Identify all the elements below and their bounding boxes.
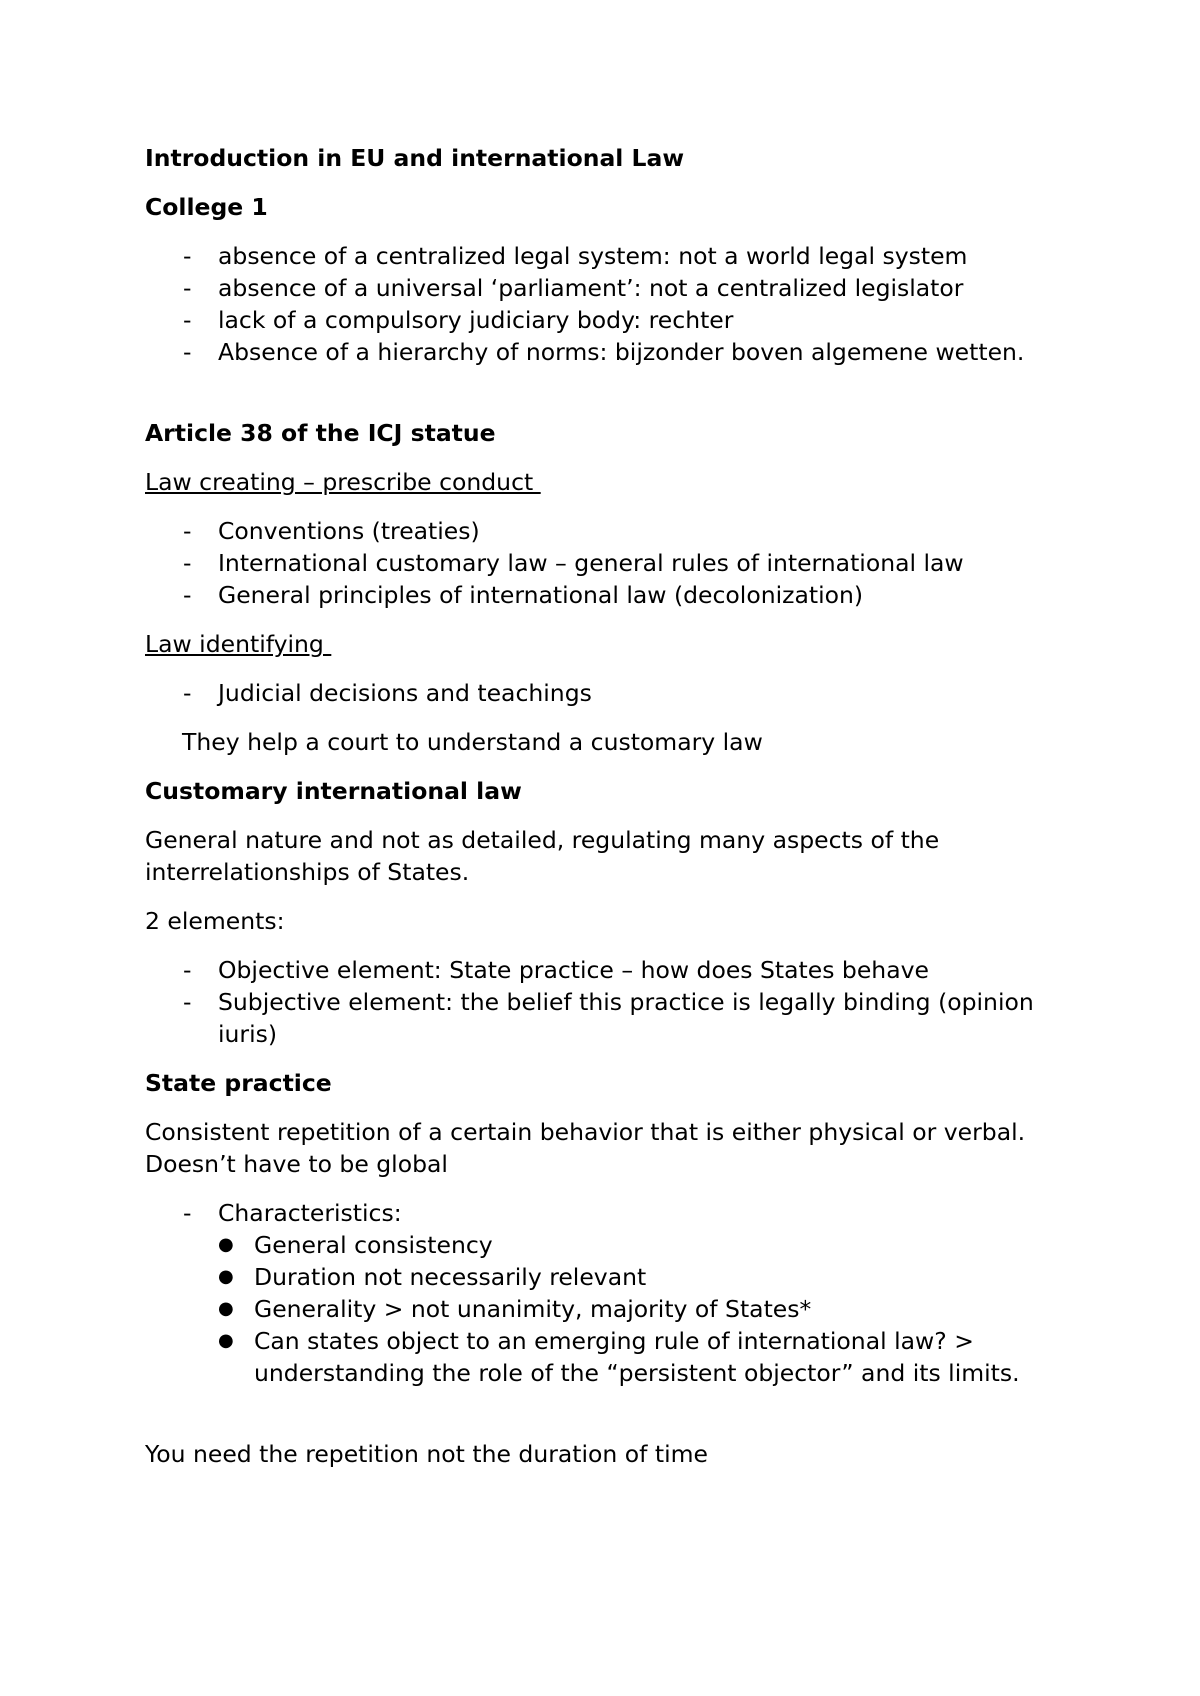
state-practice-heading: State practice: [145, 1069, 332, 1097]
law-identifying-label: Law identifying: [145, 630, 332, 658]
college-heading: College 1: [145, 193, 268, 221]
dash-marker: -: [183, 242, 192, 270]
dash-marker: -: [183, 306, 192, 334]
list-item: - Judicial decisions and teachings: [183, 679, 592, 707]
bullet-marker: ●: [218, 1234, 234, 1255]
spacer: [145, 385, 1085, 417]
list-item: - Absence of a hierarchy of norms: bijzonder boven algemene wetten.: [183, 338, 1025, 366]
document-title: Introduction in EU and international Law: [145, 144, 685, 172]
customary-heading: Customary international law: [145, 777, 522, 805]
dash-marker: -: [183, 956, 192, 984]
law-creating-list: [145, 515, 1085, 611]
bullet-marker: ●: [218, 1330, 234, 1351]
bullet-marker: ●: [218, 1298, 234, 1319]
list-item: ● General consistency: [218, 1231, 493, 1259]
characteristics-label: Characteristics:: [218, 1199, 402, 1227]
list-item: ● Duration not necessarily relevant: [218, 1263, 647, 1291]
dash-marker: -: [183, 581, 192, 609]
bullet-marker: ●: [218, 1266, 234, 1287]
dash-marker: -: [183, 549, 192, 577]
list-item: - Subjective element: the belief this practice is legally binding (opinion iuris): [183, 988, 1034, 1048]
list-item: - lack of a compulsory judiciary body: rechter: [183, 306, 734, 334]
list-item: - absence of a universal ‘parliament’: not a centralized legislator: [183, 274, 964, 302]
elements-list: [145, 954, 1085, 1050]
list-item: - International customary law – general rules of international law: [183, 549, 964, 577]
closing-text: You need the repetition not the duration of time: [145, 1440, 708, 1468]
dash-marker: -: [183, 517, 192, 545]
customary-text: General nature and not as detailed, regulating many aspects of the interrelationships of States.: [145, 826, 940, 886]
characteristics-sublist: [218, 1229, 1085, 1389]
dash-marker: -: [183, 679, 192, 707]
list-item: ● Generality > not unanimity, majority of States*: [218, 1295, 812, 1323]
law-identifying-list: [145, 677, 1085, 709]
dash-marker: -: [183, 988, 192, 1016]
article38-note: They help a court to understand a customary law: [182, 728, 763, 756]
state-practice-text: Consistent repetition of a certain behavior that is either physical or verbal. Doesn’t have to be global: [145, 1118, 1026, 1178]
spacer: [145, 1406, 1085, 1438]
dash-marker: -: [183, 274, 192, 302]
list-item: - Objective element: State practice – how does States behave: [183, 956, 929, 984]
list-item: [145, 1197, 1085, 1389]
dash-marker: -: [183, 1199, 192, 1227]
list-item: - General principles of international law (decolonization): [183, 581, 864, 609]
list-item: ● Can states object to an emerging rule of international law? > understanding the role of the “persistent objector” and its limits.: [218, 1327, 1020, 1387]
characteristics-list: [145, 1197, 1085, 1389]
list-item: - absence of a centralized legal system: not a world legal system: [183, 242, 968, 270]
article38-heading: Article 38 of the ICJ statue: [145, 419, 496, 447]
list-item: - Conventions (treaties): [183, 517, 480, 545]
law-creating-label: Law creating – prescribe conduct: [145, 468, 541, 496]
document-page: [145, 142, 1085, 1487]
college-list: [145, 240, 1085, 368]
elements-label: 2 elements:: [145, 907, 285, 935]
dash-marker: -: [183, 338, 192, 366]
